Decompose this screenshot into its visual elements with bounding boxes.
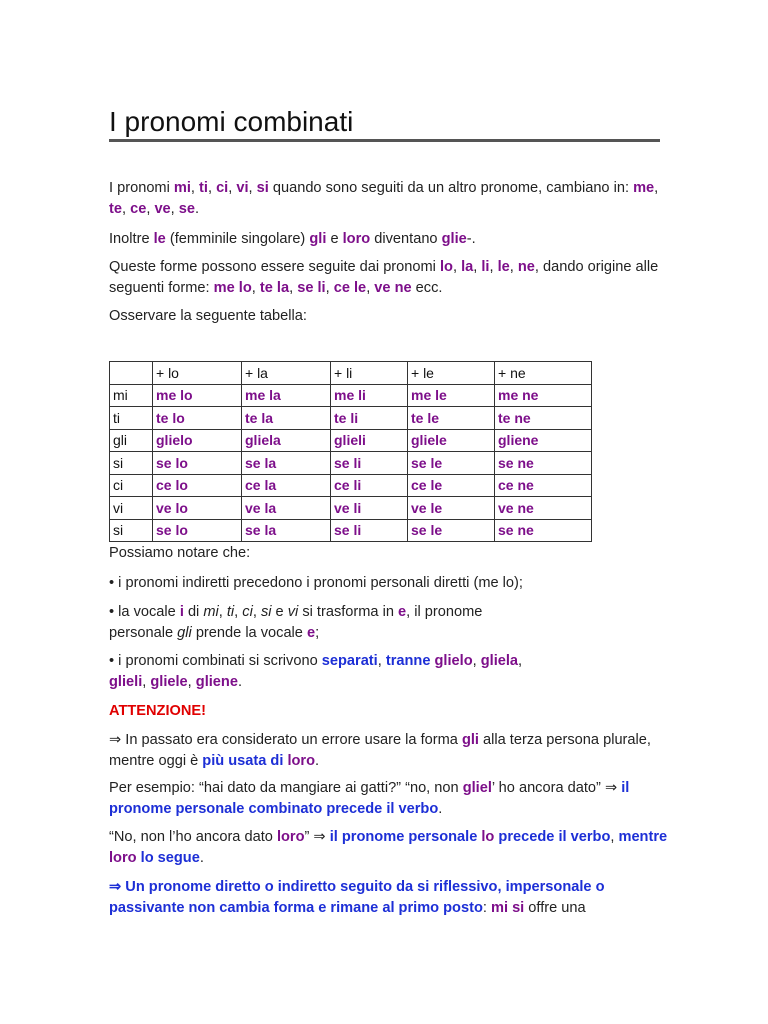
combined-pronoun-cell: me ne: [495, 384, 592, 407]
table-row: [110, 474, 592, 497]
combined-pronoun-cell: se le: [408, 519, 495, 542]
combined-pronoun-cell: glielo: [153, 429, 242, 452]
paragraph-forme: Queste forme possono essere seguite dai pronomi lo, la, li, le, ne, dando origine alle seguenti forme: me lo, te la, se li, ce le, ve ne ecc.: [109, 259, 659, 296]
paragraph-riflessivo: ⇒ Un pronome diretto o indiretto seguito da si riflessivo, impersonale o passivante non cambia forma e rimane al primo posto: mi si offre una: [109, 879, 605, 916]
combined-pronoun-cell: gliene: [495, 429, 592, 452]
table-header-cell: + li: [331, 362, 408, 385]
bullet-separati: • i pronomi combinati si scrivono separati, tranne glielo, gliela, glieli, gliele, gliene.: [109, 653, 523, 690]
combined-pronoun-cell: gliela: [242, 429, 331, 452]
page-title: I pronomi combinati: [109, 106, 354, 137]
combined-pronoun-cell: te li: [331, 407, 408, 430]
paragraph-loro-segue: “No, non l’ho ancora dato loro” ⇒ il pronome personale lo precede il verbo, mentre loro lo segue.: [109, 829, 668, 866]
combined-pronoun-cell: se la: [242, 519, 331, 542]
attention-heading: ATTENZIONE!: [109, 703, 207, 719]
combined-pronoun-cell: se lo: [153, 452, 242, 475]
combined-pronoun-cell: se li: [331, 452, 408, 475]
table-row: [110, 452, 592, 475]
combined-pronoun-cell: ce ne: [495, 474, 592, 497]
notes-intro: Possiamo notare che:: [109, 545, 251, 561]
table-header-cell: + lo: [153, 362, 242, 385]
paragraph-osservare: Osservare la seguente tabella:: [109, 308, 307, 324]
row-pronoun-cell: ci: [110, 474, 153, 497]
table-row: [110, 429, 592, 452]
row-pronoun-cell: si: [110, 519, 153, 542]
table-header-row: [110, 362, 592, 385]
table-header-cell: [110, 362, 153, 385]
table-row: [110, 519, 592, 542]
combined-pronoun-cell: ve li: [331, 497, 408, 520]
combined-pronoun-cell: me la: [242, 384, 331, 407]
combined-pronoun-cell: te ne: [495, 407, 592, 430]
combined-pronoun-cell: ce le: [408, 474, 495, 497]
row-pronoun-cell: gli: [110, 429, 153, 452]
combined-pronoun-cell: ve ne: [495, 497, 592, 520]
combined-pronoun-cell: gliele: [408, 429, 495, 452]
combined-pronoun-cell: ve la: [242, 497, 331, 520]
combined-pronoun-cell: se li: [331, 519, 408, 542]
paragraph-esempio: Per esempio: “hai dato da mangiare ai gatti?” “no, non gliel’ ho ancora dato” ⇒ il pronome personale combinato precede il verbo.: [109, 780, 630, 817]
row-pronoun-cell: si: [110, 452, 153, 475]
table-row: [110, 407, 592, 430]
table-header-cell: + ne: [495, 362, 592, 385]
row-pronoun-cell: ti: [110, 407, 153, 430]
combined-pronoun-cell: me le: [408, 384, 495, 407]
combined-pronoun-cell: se la: [242, 452, 331, 475]
table-header-cell: + le: [408, 362, 495, 385]
row-pronoun-cell: mi: [110, 384, 153, 407]
row-pronoun-cell: vi: [110, 497, 153, 520]
combined-pronoun-cell: me lo: [153, 384, 242, 407]
combined-pronoun-cell: te la: [242, 407, 331, 430]
table-row: [110, 497, 592, 520]
combined-pronoun-cell: se ne: [495, 519, 592, 542]
combined-pronoun-cell: se lo: [153, 519, 242, 542]
combined-pronoun-cell: me li: [331, 384, 408, 407]
title-underline: [109, 139, 660, 142]
combined-pronoun-cell: ve lo: [153, 497, 242, 520]
table-header-cell: + la: [242, 362, 331, 385]
combined-pronoun-cell: ve le: [408, 497, 495, 520]
table-row: [110, 384, 592, 407]
paragraph-passato: ⇒ In passato era considerato un errore usare la forma gli alla terza persona plurale, mentre oggi è più usata di loro.: [109, 732, 651, 769]
bullet-indiretti: • i pronomi indiretti precedono i pronomi personali diretti (me lo);: [109, 575, 523, 591]
combined-pronoun-cell: glieli: [331, 429, 408, 452]
combined-pronoun-cell: te lo: [153, 407, 242, 430]
paragraph-glie: Inoltre le (femminile singolare) gli e loro diventano glie-.: [109, 231, 476, 247]
combined-pronoun-cell: te le: [408, 407, 495, 430]
combined-pronoun-cell: ce li: [331, 474, 408, 497]
combined-pronoun-cell: ce la: [242, 474, 331, 497]
combined-pronoun-cell: ce lo: [153, 474, 242, 497]
pronouns-table: [109, 361, 592, 542]
paragraph-pronomi-cambiano: I pronomi mi, ti, ci, vi, si quando sono seguiti da un altro pronome, cambiano in: me, te, ce, ve, se.: [109, 180, 659, 217]
combined-pronoun-cell: se ne: [495, 452, 592, 475]
bullet-vocale: • la vocale i di mi, ti, ci, si e vi si trasforma in e, il pronome personale gli prende la vocale e;: [109, 604, 483, 641]
combined-pronoun-cell: se le: [408, 452, 495, 475]
